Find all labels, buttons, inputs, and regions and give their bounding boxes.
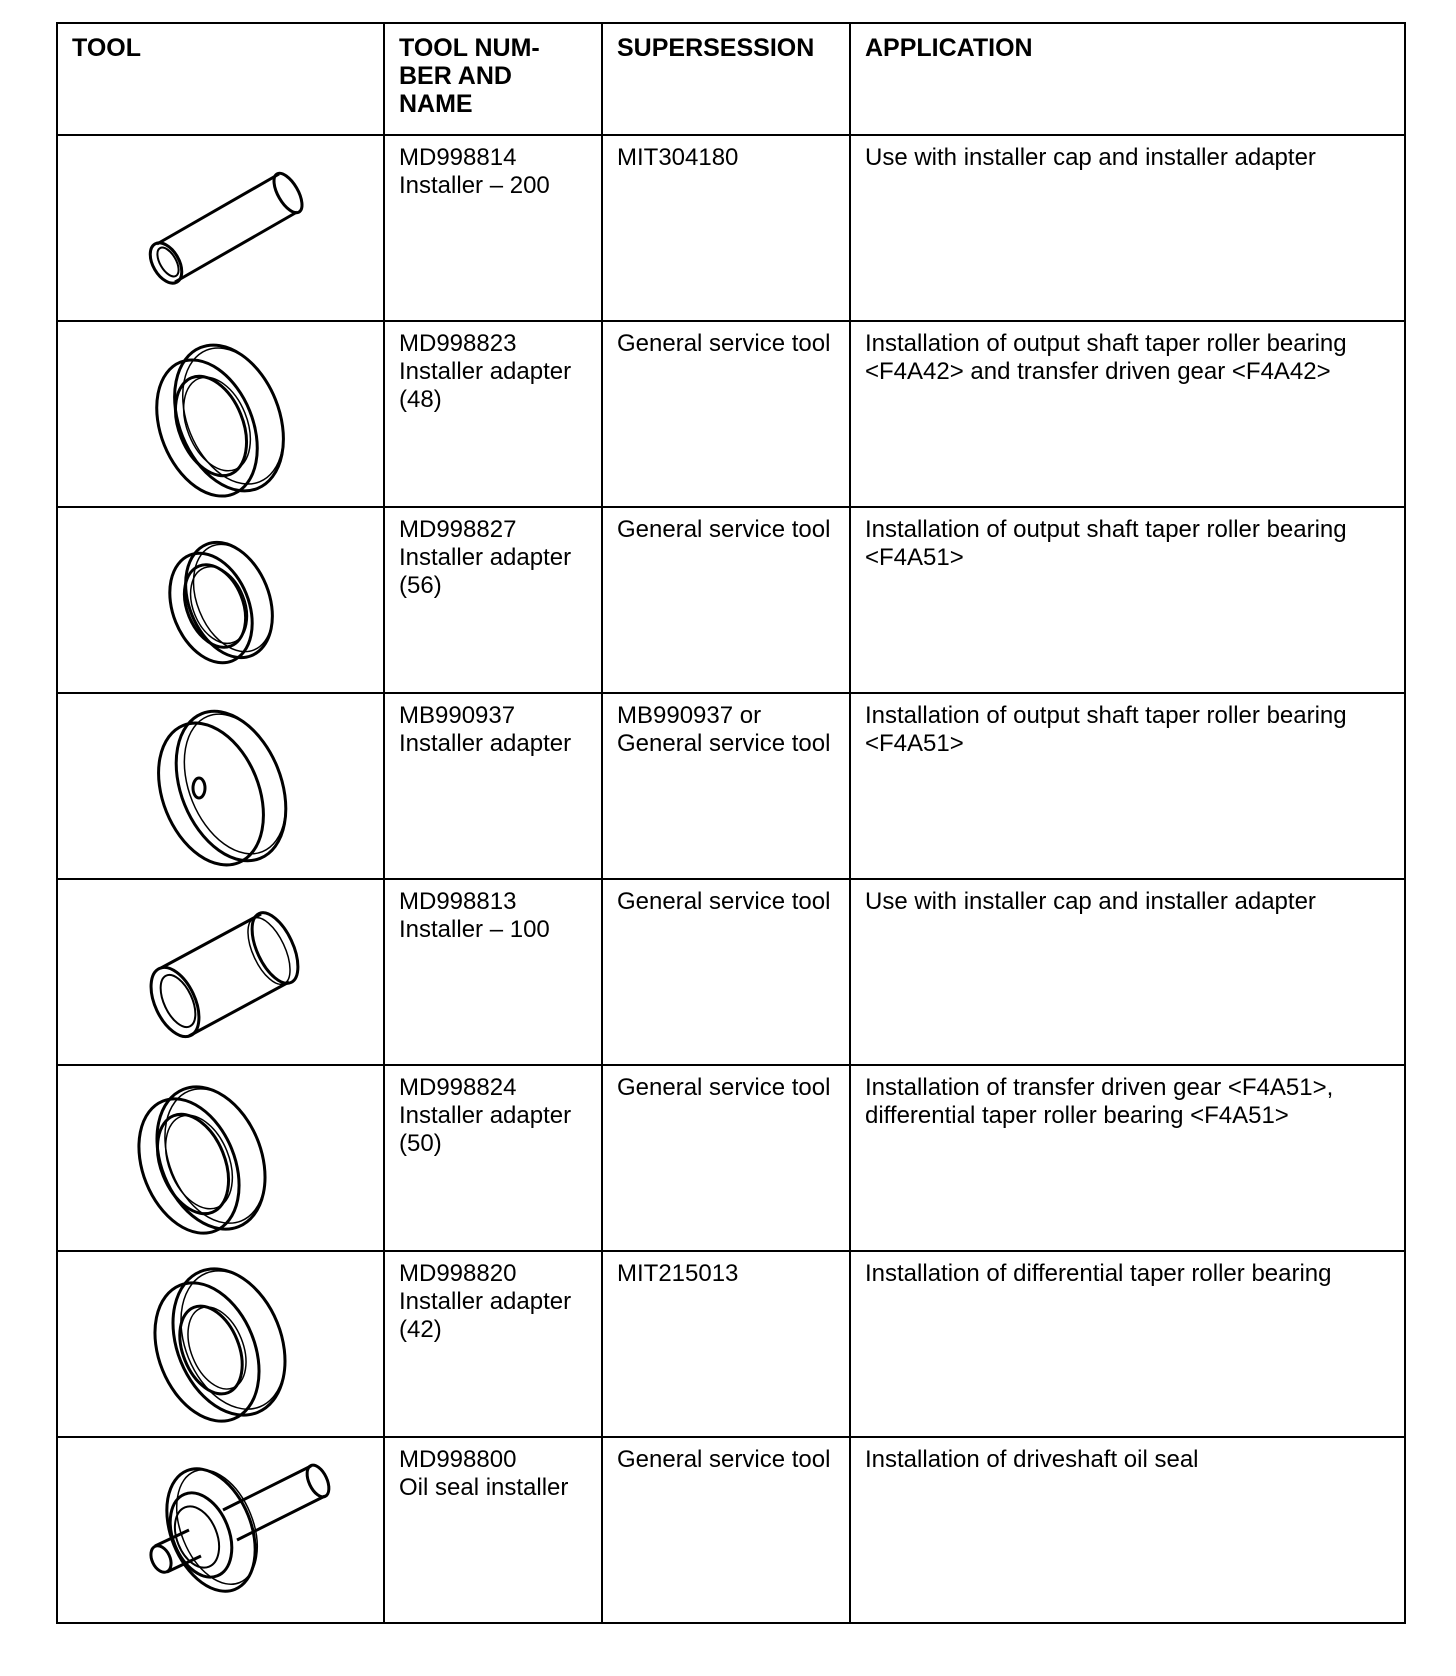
tool-name: Installer – 200 (399, 172, 550, 199)
supersession: General service tool (617, 888, 831, 915)
header-tool-number-name: TOOL NUM-BER AND NAME (384, 23, 602, 135)
tool-name: Installer adapter (50) (399, 1102, 572, 1157)
oil-seal-installer-icon (58, 1438, 383, 1622)
installer-adapter-disc-icon (58, 694, 383, 878)
tool-name: Installer adapter (56) (399, 544, 572, 599)
tool-name: Oil seal installer (399, 1474, 569, 1501)
table-row (57, 1065, 1405, 1251)
supersession: General service tool (617, 516, 831, 543)
tool-illustration-cell (57, 879, 384, 1065)
table-row (57, 693, 1405, 879)
application: Installation of output shaft taper roller bearing <F4A42> and transfer driven gear <F4A42> (865, 330, 1347, 385)
tool-number: MD998824 (399, 1074, 517, 1101)
tool-illustration-cell (57, 507, 384, 693)
tool-number: MD998813 (399, 888, 517, 915)
table-row (57, 321, 1405, 507)
tool-number: MD998800 (399, 1446, 517, 1473)
table-row (57, 135, 1405, 321)
application: Installation of output shaft taper roller bearing <F4A51> (865, 702, 1347, 757)
tool-illustration-cell (57, 1251, 384, 1437)
tool-illustration-cell (57, 1065, 384, 1251)
installer-tube-short-icon (58, 880, 383, 1064)
application: Use with installer cap and installer adapter (865, 888, 1316, 915)
tool-number: MD998814 (399, 144, 517, 171)
tool-illustration-cell (57, 135, 384, 321)
table-row (57, 507, 1405, 693)
tool-name: Installer adapter (399, 730, 572, 757)
tool-name: Installer adapter (48) (399, 358, 572, 413)
header-application: APPLICATION (850, 23, 1405, 135)
table-row (57, 879, 1405, 1065)
application: Installation of driveshaft oil seal (865, 1446, 1199, 1473)
table-row (57, 1437, 1405, 1623)
application: Use with installer cap and installer adapter (865, 144, 1316, 171)
tool-name: Installer – 100 (399, 916, 550, 943)
installer-adapter-ring-icon (58, 322, 383, 506)
installer-adapter-ring-icon (58, 508, 383, 692)
application: Installation of output shaft taper roller bearing <F4A51> (865, 516, 1347, 571)
tool-number: MD998820 (399, 1260, 517, 1287)
supersession: General service tool (617, 330, 831, 357)
installer-adapter-ring-icon (58, 1252, 383, 1436)
tool-name: Installer adapter (42) (399, 1288, 572, 1343)
tool-number: MB990937 (399, 702, 516, 729)
tool-illustration-cell (57, 1437, 384, 1623)
application: Installation of differential taper roller bearing (865, 1260, 1332, 1287)
table-row (57, 1251, 1405, 1437)
supersession: MIT215013 (617, 1260, 739, 1287)
supersession: MIT304180 (617, 144, 739, 171)
special-tools-table (56, 22, 1406, 1624)
tool-illustration-cell (57, 693, 384, 879)
installer-tube-long-icon (58, 136, 383, 320)
supersession: MB990937 or General service tool (617, 702, 831, 757)
header-row (57, 23, 1405, 135)
supersession: General service tool (617, 1074, 831, 1101)
tool-illustration-cell (57, 321, 384, 507)
installer-adapter-ring-icon (58, 1066, 383, 1250)
supersession: General service tool (617, 1446, 831, 1473)
header-tool: TOOL (57, 23, 384, 135)
application: Installation of transfer driven gear <F4A51>, differential taper roller bearing <F4A51> (865, 1074, 1334, 1129)
header-supersession: SUPERSESSION (602, 23, 850, 135)
tool-number: MD998827 (399, 516, 517, 543)
tool-number: MD998823 (399, 330, 517, 357)
